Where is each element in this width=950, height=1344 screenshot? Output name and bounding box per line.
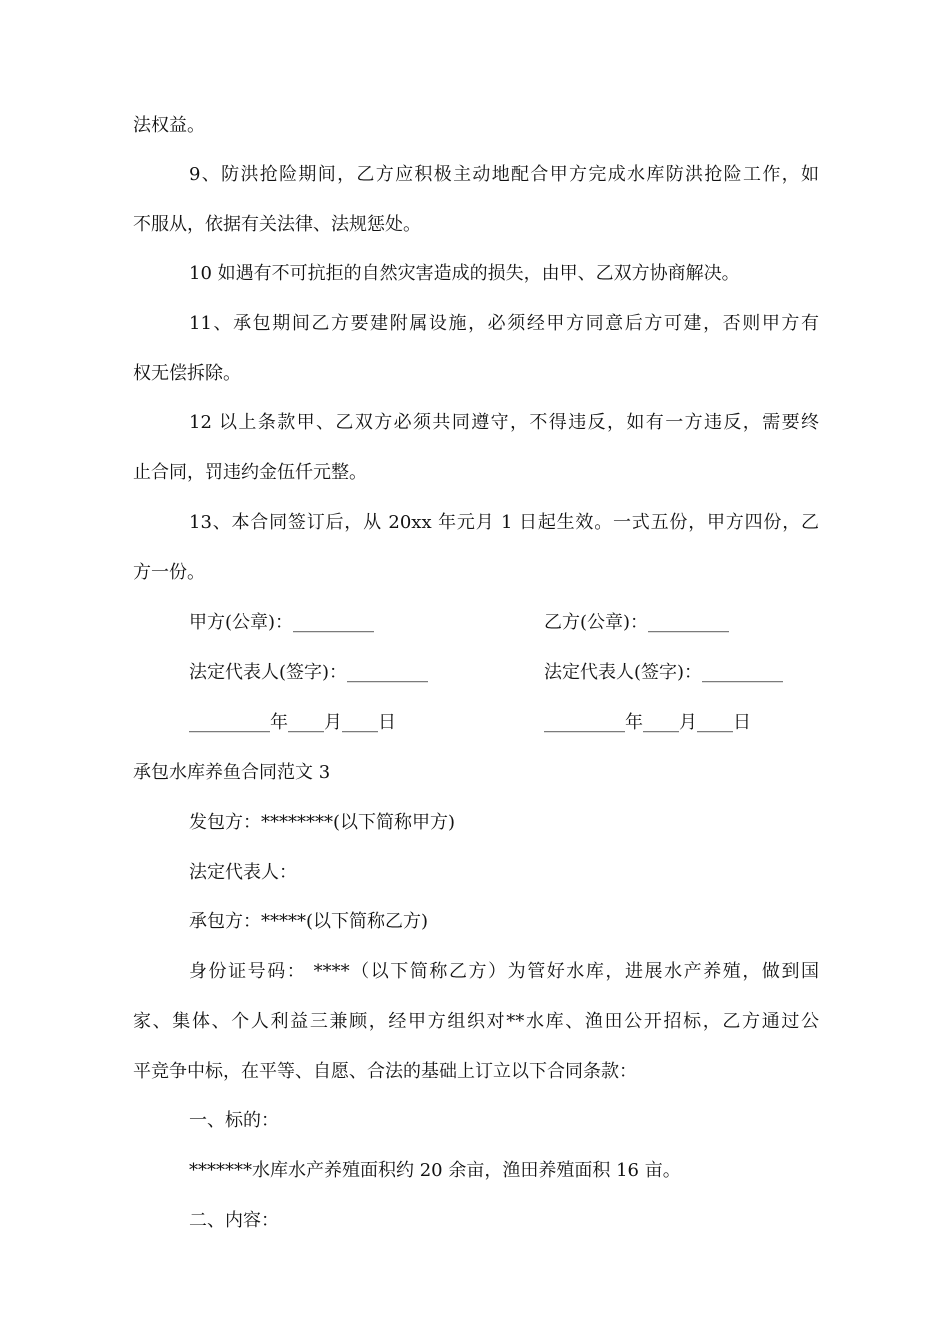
party-b-seal: 乙方(公章)：_________ [544,612,730,633]
clause-11-line-2: 权无偿拆除。 [133,363,241,384]
clause-11-line-1: 11、承包期间乙方要建附属设施，必须经甲方同意后方可建，否则甲方有 [189,313,819,334]
party-a-date: _________年____月____日 [189,712,396,733]
clause-9-line-2: 不服从，依据有关法律、法规惩处。 [133,214,421,235]
item-1-heading: 一、标的： [189,1110,279,1131]
party-a-representative: 法定代表人(签字)：_________ [189,662,429,683]
intro-line-2: 家、集体、个人利益三兼顾，经甲方组织对**水库、渔田公开招标，乙方通过公 [133,1011,819,1032]
party-b-date: _________年____月____日 [544,712,751,733]
clause-10: 10 如遇有不可抗拒的自然灾害造成的损失，由甲、乙双方协商解决。 [189,263,740,284]
clause-12-line-2: 止合同，罚违约金伍仟元整。 [133,462,367,483]
contractor-line: 承包方：*****(以下简称乙方) [189,911,429,932]
item-1-text: *******水库水产养殖面积约 20 余亩，渔田养殖面积 16 亩。 [189,1160,681,1181]
legal-representative-line: 法定代表人： [189,862,297,883]
clause-13-line-1: 13、本合同签订后，从 20xx 年元月 1 日起生效。一式五份，甲方四份，乙 [189,512,819,533]
clause-12-line-1: 12 以上条款甲、乙双方必须共同遵守，不得违反，如有一方违反，需要终 [189,412,819,433]
party-a-seal: 甲方(公章)：_________ [189,612,375,633]
item-2-heading: 二、内容： [189,1210,279,1231]
clause-9-line-1: 9、防洪抢险期间，乙方应积极主动地配合甲方完成水库防洪抢险工作，如 [189,164,819,185]
party-b-representative: 法定代表人(签字)：_________ [544,662,784,683]
clause-13-line-2: 方一份。 [133,562,205,583]
employer-line: 发包方：********(以下简称甲方) [189,812,456,833]
paragraph-continuation: 法权益。 [133,115,205,136]
intro-line-3: 平竞争中标，在平等、自愿、合法的基础上订立以下合同条款： [133,1061,637,1082]
section-title: 承包水库养鱼合同范文 3 [133,762,331,783]
intro-line-1: 身份证号码： ****（以下简称乙方）为管好水库，进展水产养殖，做到国 [189,961,819,982]
